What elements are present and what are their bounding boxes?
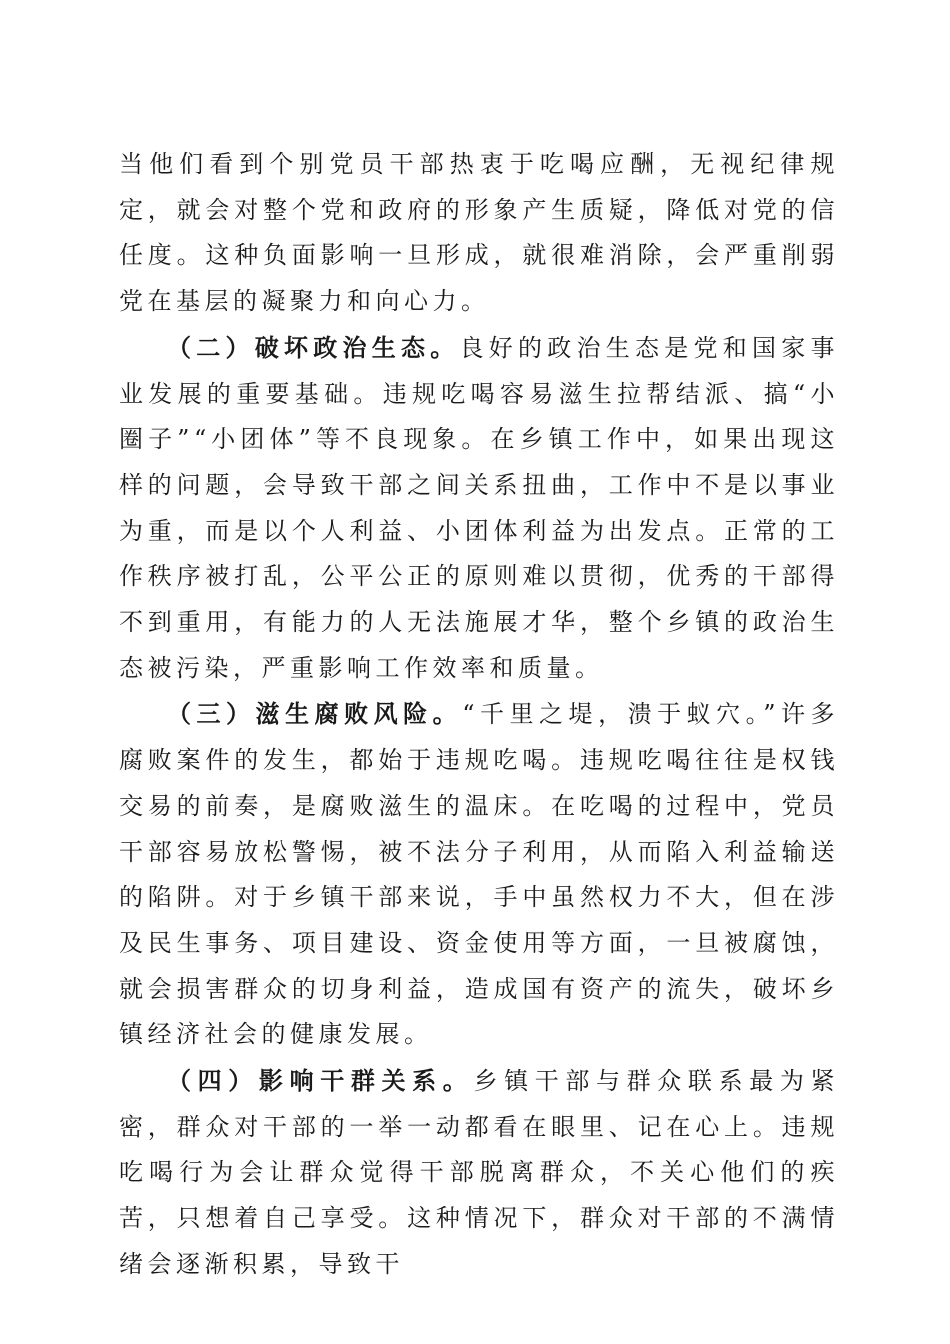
paragraph-text: 当他们看到个别党员干部热衷于吃喝应酬，无视纪律规定，就会对整个党和政府的形象产生质疑，降低对党的信任度。这种负面影响一旦形成，就很难消除，会严重削弱党在基层的凝聚力和向心力。 [119, 150, 839, 316]
paragraph-text: 乡镇干部与群众联系最为紧密，群众对干部的一举一动都看在眼里、记在心上。违规吃喝行为会让群众觉得干部脱离群众，不关心他们的疾苦，只想着自己享受。这种情况下，群众对干部的不满情绪会逐渐积累，导致干 [119, 1067, 840, 1278]
paragraph-corruption-risk [119, 691, 839, 1058]
paragraph-cadre-mass-relations [119, 1058, 839, 1288]
paragraph-text: “千里之堤，溃于蚁穴。”许多腐败案件的发生，都始于违规吃喝。违规吃喝往往是权钱交易的前奏，是腐败滋生的温床。在吃喝的过程中，党员干部容易放松警惕，被不法分子利用，从而陷入利益输送的陷阱。对于乡镇干部来说，手中虽然权力不大，但在涉及民生事务、项目建设、资金使用等方面，一旦被腐蚀，就会损害群众的切身利益，造成国有资产的流失，破坏乡镇经济社会的健康发展。 [119, 700, 839, 1049]
section-heading: （四）影响干群关系。 [167, 1066, 474, 1096]
document-body [119, 142, 839, 1288]
paragraph-continuation [119, 142, 839, 325]
paragraph-political-ecology [119, 325, 839, 692]
section-heading: （三）滋生腐败风险。 [167, 699, 463, 729]
paragraph-text: 良好的政治生态是党和国家事业发展的重要基础。违规吃喝容易滋生拉帮结派、搞“小圈子”“小团体”等不良现象。在乡镇工作中，如果出现这样的问题，会导致干部之间关系扭曲，工作中不是以事业为重，而是以个人利益、小团体利益为出发点。正常的工作秩序被打乱，公平公正的原则难以贯彻，优秀的干部得不到重用，有能力的人无法施展才华，整个乡镇的政治生态被污染，严重影响工作效率和质量。 [119, 333, 839, 682]
section-heading: （二）破坏政治生态。 [167, 332, 460, 362]
